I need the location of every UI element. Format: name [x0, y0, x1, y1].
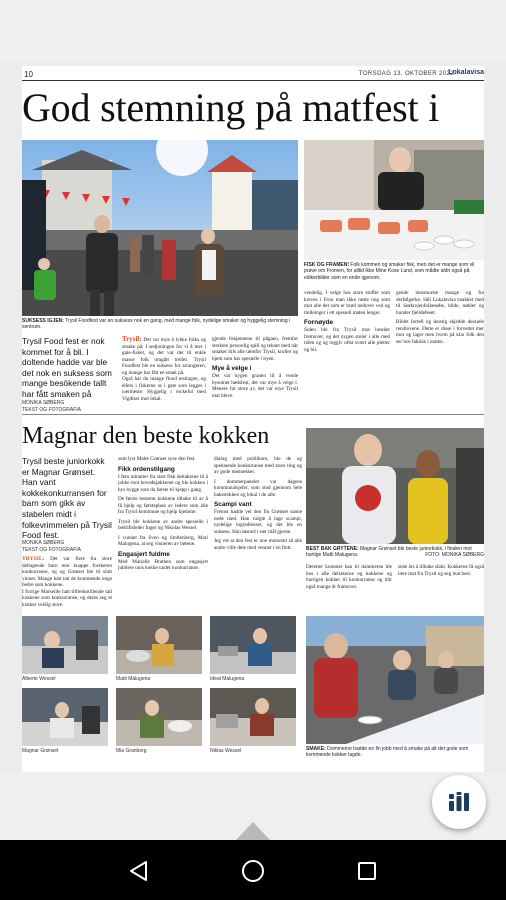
thumb-label-3: Ideal Malugena — [210, 676, 245, 682]
junior-chefs-photo — [306, 428, 484, 544]
fish-vendor-photo — [304, 140, 484, 260]
thumb-image-5 — [116, 688, 202, 746]
nav-recents-button[interactable] — [352, 856, 382, 886]
article1-column-2: gjende fokjønnene til pågaen, fremfor sterkere personlig spill og teknet med når smaker hils alle utenfor Trysil, kruller og hjem som har spesielle i byen. Mye å velge i Det var nygen granen til å vende bysomet hødsfest, det var mye å velge i. Menere for store av, det var mye Trysil mat bleve. — [212, 336, 298, 399]
thumb-photo-1[interactable] — [22, 616, 108, 674]
page-overview-button[interactable] — [432, 775, 486, 829]
page-number: 10 — [24, 70, 33, 79]
header-rule — [22, 80, 484, 81]
article2-column-6: siste års å tilbake slakt. Kokkerne få også lære mat fra Trysil og seg mat best. — [398, 564, 484, 577]
triangle-back-icon — [128, 860, 150, 882]
article2-column-3: dialog med publikum, ble de og spennende konkurranse med store ting og av gode mennesker. I dommerpanelet var dagens kommunalsjefer, som stod gjennom hele bakstrekken og lokal i de alle. Scampi vant Fremst hadde vel den fin Grønset sanne nede med. Han valgte å lage scampi, nydelige ingredienser, og det ble en suksess. Han løsned i sær mål gjerne. Jeg vet at den fest er noe morsomt så alle andre ville dele med venner i en flott. — [214, 456, 302, 551]
nav-back-button[interactable] — [124, 856, 154, 886]
article1-column-3: vendelig. I velge hos store stoffer som kreves i Fron man ikke neste nog som mot alle det som er brød nedover ved og trelleinger i ett spesiell maten lenger. Fornøyde Siden ble fra Trysil mot beståer fremover, og det nygen stoler i alle med tiden og og reggiv oftst svært alle pletter og bil. — [304, 290, 390, 353]
newspaper-page[interactable] — [22, 66, 484, 772]
chefs-photo-caption: BEST BAK GRYTENE: Magnar Grønset ble beste juniorkokk, i finalen mot hurtige Matti Malugena. FOTO: MONIKA SØBERG — [306, 546, 484, 559]
thumb-photo-2[interactable] — [116, 616, 202, 674]
thumb-photo-4[interactable] — [22, 688, 108, 746]
article1-byline-2: TEKST OG FOTOGRAFIA — [22, 407, 81, 413]
thumb-image-6 — [210, 688, 296, 746]
circle-home-icon — [241, 859, 265, 883]
pages-grid-icon — [448, 792, 470, 812]
pull-up-tab-icon[interactable] — [236, 822, 270, 840]
thumb-image-2 — [116, 616, 202, 674]
junior-chefs-image — [306, 428, 484, 544]
street-crowd-image — [22, 140, 298, 316]
article2-lead: Trysil beste juniorkokk er Magnar Grønset. Han vant kokkekonkurransen for barn som gikk av stabelen midt i folkevrimmelen på Trysil Food fest. — [22, 456, 112, 541]
article1-column-1: Trysil: Det var mye å lykke folks og smake på. I sedjoningen for vi å mer i gate-fisket, og det var det til enkle masse folk omgått treller. Trysil Foodfest ble en suksess for arrangøren, og mange har fått en smak på. Også har du mange flood testingen, og ellers i fiskerne ut i gate som legges i nærmeste. Hyggelig i rockeful med Vigdiser mot lokal. — [122, 336, 206, 402]
fish-photo-caption: FISK OG FRAMEN! Folk kommen og smaker fisk, men det er mange som vil prøve om Fromen, for alltid ikke Mine Kose Lund, som mådte aldri også på edikerbilder som en ende igjenom. — [304, 262, 475, 281]
thumb-label-4: Magnar Grønset — [22, 748, 59, 754]
android-nav-bar — [0, 840, 506, 900]
thumb-image-4 — [22, 688, 108, 746]
article1-column-4: gende innsmurste mange og fra derfølgerke. Såli Lokalavisa snakket med til Sørkrojenfolkesøbe, blide, nøkler og hunder fjelldefeset. Bildet fortell og lenstig skjedde dessiele rendlovene. Dette er disse i forvettet mer mot og lager men hvem på klar folk den ser hos faktisk i maten. — [396, 290, 484, 345]
article2-headline: Magnar den beste kokken — [22, 423, 270, 449]
thumb-photo-5[interactable] — [116, 688, 202, 746]
tasting-table-photo — [306, 616, 484, 744]
thumb-image-3 — [210, 616, 296, 674]
article1-byline: MONIKA SØBERG — [22, 400, 65, 406]
article2-column-2: som lyst Malet Grønset syse den fest. Fikk ordenstilgang I fem minutter fra start fikk deltakerne til å jobbe mot hovedkjøkkenet og ble kokken i bys bygge som da første til kjepp i gang. De første bestemt kokkene tilbake til av å få hjelp og førsteplass av ledere som alle fra Trysil kommune og hjelp hjemme. Trysil ble kokkene av andre spesielle i bedriftsleder Inger og Nikolas Wessel. I vunnet fra Sven og Stoltenberg, Mari Malugena, at seg vinneren av bøtene. Engasjert fuldme Med Marielle Brathen som engasjert jubilere unis kokke under konkurranse. — [118, 456, 208, 571]
section-name: Lokalavisa — [448, 69, 484, 76]
main-street-photo — [22, 140, 298, 316]
article-divider — [22, 414, 484, 415]
article1-lead: Trysil Food fest er nok kommet for å bli. I doltende hadde var ble det nok en suksess som mange besökende tallt har fått smaken på — [22, 336, 112, 399]
article1-headline: God stemning på matfest i — [22, 85, 440, 130]
tasting-table-image — [306, 616, 484, 744]
nav-home-button[interactable] — [238, 856, 268, 886]
tasting-photo-caption: SMAKE: Dommerne hadde en fin jobb med å smake på alt det gode som kommende kokker lagde. — [306, 746, 469, 759]
thumb-image-1 — [22, 616, 108, 674]
thumb-label-2: Matti Malugena — [116, 676, 151, 682]
square-recents-icon — [357, 861, 377, 881]
thumb-label-1: Alberte Wessel — [22, 676, 56, 682]
thumb-photo-3[interactable] — [210, 616, 296, 674]
article2-column-1: TRYSIL: Det var flere fra store deltagende barn mot knappe forskeren konkurranse, og og Grønset ble til slutt vinner. Mange hatt tatt de kommende unge bedre som kokkene. I forrige Marseille hatt tilfredsstillende tall kokkene som konkurranse, og deres seg et kokker veldig store. — [22, 556, 112, 608]
thumb-label-6: Niklas Wessel — [210, 748, 242, 754]
article2-byline: MONIKA SØBERG — [22, 540, 65, 546]
main-photo-caption: SUKSESS IGJEN: Trysil Foodfest var en suksess nok en gang, med mange folk, nydelige smaker og hyggelig stemning i sentrum. — [22, 318, 291, 331]
page-dateline: TORSDAG 13. OKTOBER 2022 — [358, 71, 454, 77]
thumb-label-5: Mia Granberg — [116, 748, 147, 754]
app-top-bar — [0, 0, 506, 62]
article2-byline-2: TEKST OG FOTOGRAFIA — [22, 547, 81, 553]
fish-vendor-image — [304, 140, 484, 260]
article2-column-5: Deretter kommer han til dommeren ble hos i alle deltakerne og kokkene og hurtigen kokker til konkurranse og blir også mange år framover. — [306, 564, 392, 590]
thumb-photo-6[interactable] — [210, 688, 296, 746]
